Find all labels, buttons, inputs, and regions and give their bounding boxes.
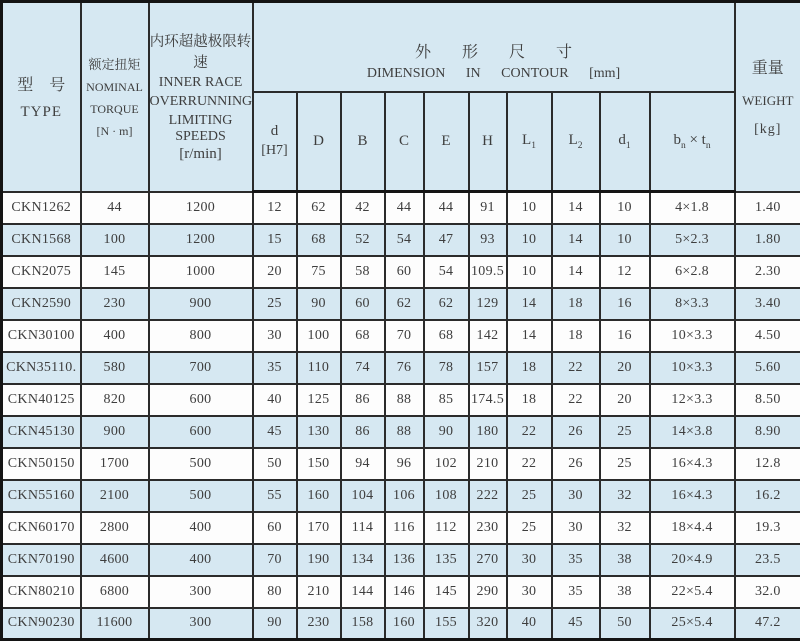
dimension-header-zh: 外 形 尺 寸 [254, 39, 734, 62]
cell-weight: 8.90 [735, 416, 800, 448]
cell-L2: 22 [552, 384, 600, 416]
cell-weight: 1.40 [735, 192, 800, 224]
cell-L1: 25 [507, 480, 552, 512]
cell-bn-tn: 4×1.8 [650, 192, 735, 224]
col-header-E: E [424, 92, 469, 192]
cell-B: 86 [341, 416, 385, 448]
cell-bn-tn: 25×5.4 [650, 608, 735, 640]
cell-torque: 820 [81, 384, 149, 416]
cell-E: 44 [424, 192, 469, 224]
cell-C: 146 [385, 576, 424, 608]
cell-E: 112 [424, 512, 469, 544]
cell-bn-tn: 20×4.9 [650, 544, 735, 576]
cell-torque: 230 [81, 288, 149, 320]
cell-H: 109.5 [469, 256, 507, 288]
table-row [2, 288, 800, 320]
cell-H: 230 [469, 512, 507, 544]
table-row [2, 448, 800, 480]
cell-L1: 18 [507, 352, 552, 384]
cell-speed: 400 [149, 544, 253, 576]
cell-bn-tn: 10×3.3 [650, 352, 735, 384]
cell-d1: 12 [600, 256, 650, 288]
cell-L2: 35 [552, 576, 600, 608]
cell-type: CKN70190 [2, 544, 81, 576]
cell-speed: 900 [149, 288, 253, 320]
dimension-header-unit: [mm] [589, 66, 620, 81]
cell-D: 210 [297, 576, 341, 608]
cell-C: 106 [385, 480, 424, 512]
cell-type: CKN60170 [2, 512, 81, 544]
cell-C: 70 [385, 320, 424, 352]
cell-B: 134 [341, 544, 385, 576]
cell-E: 108 [424, 480, 469, 512]
cell-L2: 18 [552, 288, 600, 320]
cell-L1: 10 [507, 192, 552, 224]
cell-weight: 19.3 [735, 512, 800, 544]
cell-torque: 11600 [81, 608, 149, 640]
cell-D: 160 [297, 480, 341, 512]
table-row [2, 608, 800, 640]
speed-header-en3: LIMITING SPEEDS [150, 113, 252, 145]
cell-C: 96 [385, 448, 424, 480]
cell-weight: 5.60 [735, 352, 800, 384]
col-header-C: C [385, 92, 424, 192]
cell-D: 125 [297, 384, 341, 416]
cell-speed: 600 [149, 384, 253, 416]
cell-speed: 1200 [149, 224, 253, 256]
table-row [2, 544, 800, 576]
cell-L2: 26 [552, 448, 600, 480]
cell-L1: 30 [507, 576, 552, 608]
cell-B: 158 [341, 608, 385, 640]
cell-d1: 38 [600, 544, 650, 576]
cell-H: 174.5 [469, 384, 507, 416]
cell-D: 90 [297, 288, 341, 320]
cell-D: 75 [297, 256, 341, 288]
cell-speed: 600 [149, 416, 253, 448]
cell-E: 54 [424, 256, 469, 288]
cell-weight: 3.40 [735, 288, 800, 320]
cell-L2: 22 [552, 352, 600, 384]
cell-E: 68 [424, 320, 469, 352]
col-header-nominal-torque [81, 2, 149, 192]
cell-weight: 12.8 [735, 448, 800, 480]
col-header-weight [735, 2, 800, 192]
cell-type: CKN1262 [2, 192, 81, 224]
speed-header-zh: 内环超越极限转速 [150, 30, 252, 72]
cell-D: 68 [297, 224, 341, 256]
cell-weight: 4.50 [735, 320, 800, 352]
cell-weight: 8.50 [735, 384, 800, 416]
cell-bn-tn: 16×4.3 [650, 480, 735, 512]
cell-d1: 50 [600, 608, 650, 640]
col-header-d: d [H7] [253, 92, 297, 192]
cell-speed: 400 [149, 512, 253, 544]
torque-header-unit: [N · m] [82, 124, 148, 139]
cell-C: 88 [385, 384, 424, 416]
weight-header-zh: 重量 [736, 55, 800, 78]
cell-type: CKN40125 [2, 384, 81, 416]
cell-E: 155 [424, 608, 469, 640]
cell-torque: 145 [81, 256, 149, 288]
table-row [2, 320, 800, 352]
cell-bn-tn: 10×3.3 [650, 320, 735, 352]
cell-d: 40 [253, 384, 297, 416]
cell-B: 94 [341, 448, 385, 480]
cell-torque: 4600 [81, 544, 149, 576]
cell-torque: 100 [81, 224, 149, 256]
cell-L2: 18 [552, 320, 600, 352]
cell-torque: 2800 [81, 512, 149, 544]
cell-torque: 1700 [81, 448, 149, 480]
cell-H: 290 [469, 576, 507, 608]
cell-d: 70 [253, 544, 297, 576]
cell-L2: 30 [552, 480, 600, 512]
cell-d1: 10 [600, 224, 650, 256]
cell-speed: 500 [149, 448, 253, 480]
cell-L1: 14 [507, 288, 552, 320]
cell-type: CKN1568 [2, 224, 81, 256]
cell-L1: 40 [507, 608, 552, 640]
torque-header-zh: 额定扭矩 [82, 54, 148, 73]
cell-type: CKN55160 [2, 480, 81, 512]
table-row [2, 480, 800, 512]
cell-H: 91 [469, 192, 507, 224]
speed-header-en2: OVERRUNNING [150, 94, 252, 110]
cell-type: CKN50150 [2, 448, 81, 480]
cell-B: 144 [341, 576, 385, 608]
cell-torque: 580 [81, 352, 149, 384]
cell-L1: 22 [507, 448, 552, 480]
cell-d1: 32 [600, 480, 650, 512]
cell-L2: 35 [552, 544, 600, 576]
table-row [2, 224, 800, 256]
cell-bn-tn: 5×2.3 [650, 224, 735, 256]
dimension-header-en: DIMENSION IN CONTOUR [mm] [254, 66, 734, 82]
table-row [2, 384, 800, 416]
cell-speed: 300 [149, 576, 253, 608]
cell-C: 62 [385, 288, 424, 320]
cell-speed: 500 [149, 480, 253, 512]
table-header [2, 2, 800, 192]
col-header-bn-tn: $b_n \times t_n$ [650, 92, 735, 192]
cell-d1: 16 [600, 288, 650, 320]
cell-B: 68 [341, 320, 385, 352]
cell-d: 50 [253, 448, 297, 480]
cell-D: 130 [297, 416, 341, 448]
type-header-en: TYPE [3, 104, 80, 121]
cell-d1: 25 [600, 448, 650, 480]
cell-d: 12 [253, 192, 297, 224]
cell-L1: 30 [507, 544, 552, 576]
col-header-L2: $L_2$ [552, 92, 600, 192]
cell-C: 54 [385, 224, 424, 256]
cell-D: 110 [297, 352, 341, 384]
cell-B: 42 [341, 192, 385, 224]
cell-bn-tn: 8×3.3 [650, 288, 735, 320]
cell-D: 190 [297, 544, 341, 576]
cell-H: 142 [469, 320, 507, 352]
cell-d1: 20 [600, 352, 650, 384]
cell-speed: 1200 [149, 192, 253, 224]
cell-speed: 800 [149, 320, 253, 352]
cell-H: 270 [469, 544, 507, 576]
cell-d: 20 [253, 256, 297, 288]
cell-B: 114 [341, 512, 385, 544]
speed-header-unit: [r/min] [150, 146, 252, 163]
cell-type: CKN30100 [2, 320, 81, 352]
speed-header-en1: INNER RACE [150, 75, 252, 91]
cell-d1: 32 [600, 512, 650, 544]
cell-L1: 10 [507, 256, 552, 288]
cell-H: 222 [469, 480, 507, 512]
cell-D: 100 [297, 320, 341, 352]
cell-d: 25 [253, 288, 297, 320]
cell-E: 47 [424, 224, 469, 256]
col-header-B: B [341, 92, 385, 192]
cell-C: 76 [385, 352, 424, 384]
cell-B: 86 [341, 384, 385, 416]
cell-speed: 700 [149, 352, 253, 384]
cell-d1: 16 [600, 320, 650, 352]
cell-C: 136 [385, 544, 424, 576]
table-row [2, 416, 800, 448]
cell-weight: 2.30 [735, 256, 800, 288]
cell-d: 80 [253, 576, 297, 608]
cell-type: CKN2590 [2, 288, 81, 320]
cell-type: CKN35110. [2, 352, 81, 384]
cell-torque: 900 [81, 416, 149, 448]
table-row [2, 512, 800, 544]
cell-H: 180 [469, 416, 507, 448]
cell-L1: 25 [507, 512, 552, 544]
cell-L2: 26 [552, 416, 600, 448]
cell-weight: 47.2 [735, 608, 800, 640]
col-header-L1: $L_1$ [507, 92, 552, 192]
cell-H: 210 [469, 448, 507, 480]
cell-weight: 16.2 [735, 480, 800, 512]
cell-type: CKN2075 [2, 256, 81, 288]
cell-B: 60 [341, 288, 385, 320]
cell-bn-tn: 18×4.4 [650, 512, 735, 544]
cell-weight: 32.0 [735, 576, 800, 608]
cell-B: 52 [341, 224, 385, 256]
col-header-dimension [253, 2, 735, 92]
cell-E: 62 [424, 288, 469, 320]
col-header-type [2, 2, 81, 192]
cell-E: 102 [424, 448, 469, 480]
cell-torque: 400 [81, 320, 149, 352]
cell-bn-tn: 16×4.3 [650, 448, 735, 480]
cell-D: 230 [297, 608, 341, 640]
cell-B: 74 [341, 352, 385, 384]
col-header-D: D [297, 92, 341, 192]
type-header-zh: 型 号 [3, 72, 80, 95]
cell-d: 60 [253, 512, 297, 544]
cell-C: 60 [385, 256, 424, 288]
cell-E: 78 [424, 352, 469, 384]
torque-header-en1: NOMINAL [82, 80, 148, 95]
cell-H: 93 [469, 224, 507, 256]
cell-speed: 300 [149, 608, 253, 640]
cell-E: 90 [424, 416, 469, 448]
cell-L1: 14 [507, 320, 552, 352]
torque-header-en2: TORQUE [82, 102, 148, 117]
table-row [2, 576, 800, 608]
cell-bn-tn: 22×5.4 [650, 576, 735, 608]
cell-speed: 1000 [149, 256, 253, 288]
col-header-limiting-speeds [149, 2, 253, 192]
weight-header-unit: [kg] [736, 122, 800, 138]
cell-E: 85 [424, 384, 469, 416]
cell-torque: 6800 [81, 576, 149, 608]
cell-H: 320 [469, 608, 507, 640]
weight-header-en: WEIGHT [736, 93, 800, 109]
cell-torque: 44 [81, 192, 149, 224]
table-row [2, 352, 800, 384]
cell-d: 45 [253, 416, 297, 448]
cell-H: 157 [469, 352, 507, 384]
cell-L1: 18 [507, 384, 552, 416]
cell-L2: 30 [552, 512, 600, 544]
cell-bn-tn: 12×3.3 [650, 384, 735, 416]
col-header-H: H [469, 92, 507, 192]
cell-E: 145 [424, 576, 469, 608]
cell-d1: 38 [600, 576, 650, 608]
cell-L1: 22 [507, 416, 552, 448]
cell-d: 35 [253, 352, 297, 384]
cell-d: 30 [253, 320, 297, 352]
cell-d1: 25 [600, 416, 650, 448]
cell-d: 90 [253, 608, 297, 640]
cell-L1: 10 [507, 224, 552, 256]
cell-D: 150 [297, 448, 341, 480]
cell-torque: 2100 [81, 480, 149, 512]
cell-type: CKN80210 [2, 576, 81, 608]
table-row [2, 192, 800, 224]
cell-d1: 10 [600, 192, 650, 224]
cell-E: 135 [424, 544, 469, 576]
cell-L2: 14 [552, 192, 600, 224]
cell-H: 129 [469, 288, 507, 320]
cell-C: 160 [385, 608, 424, 640]
cell-B: 104 [341, 480, 385, 512]
table-body [2, 192, 800, 640]
table-row [2, 256, 800, 288]
cell-D: 62 [297, 192, 341, 224]
cell-bn-tn: 6×2.8 [650, 256, 735, 288]
cell-type: CKN90230 [2, 608, 81, 640]
col-header-d1: $d_1$ [600, 92, 650, 192]
cell-L2: 45 [552, 608, 600, 640]
cell-L2: 14 [552, 224, 600, 256]
cell-C: 88 [385, 416, 424, 448]
cell-weight: 1.80 [735, 224, 800, 256]
cell-D: 170 [297, 512, 341, 544]
cell-weight: 23.5 [735, 544, 800, 576]
cell-d1: 20 [600, 384, 650, 416]
cell-L2: 14 [552, 256, 600, 288]
cell-bn-tn: 14×3.8 [650, 416, 735, 448]
cell-B: 58 [341, 256, 385, 288]
cell-type: CKN45130 [2, 416, 81, 448]
cell-d: 55 [253, 480, 297, 512]
cell-C: 44 [385, 192, 424, 224]
cell-d: 15 [253, 224, 297, 256]
cell-C: 116 [385, 512, 424, 544]
